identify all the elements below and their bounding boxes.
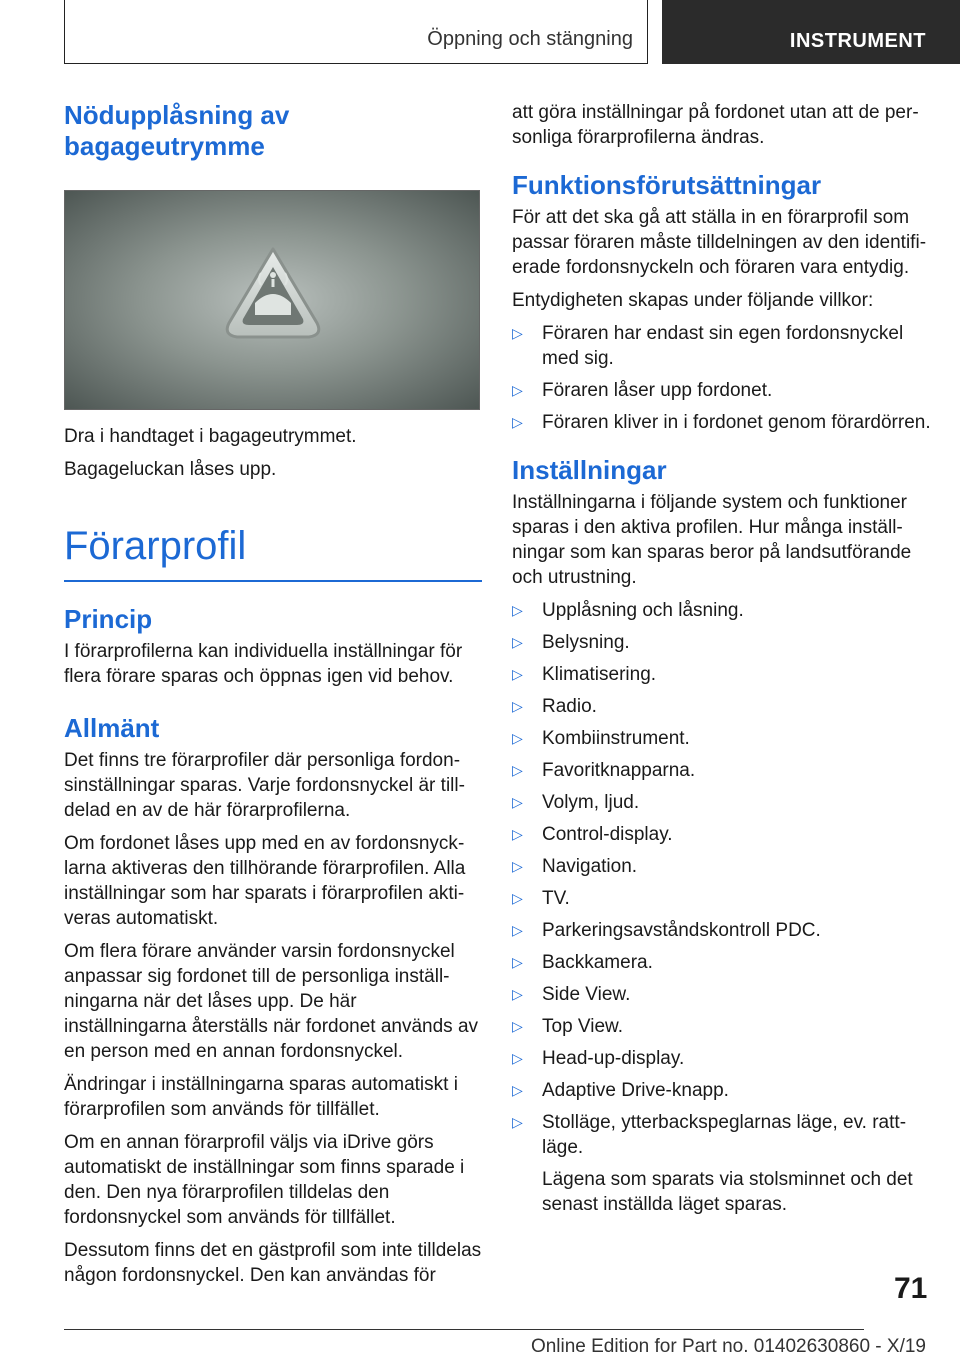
list-item: ▷ Föraren kliver in i fordonet genom förardörren. [512,412,931,433]
triangle-right-icon: ▷ [512,1050,523,1066]
list-item: ▷ Volym, ljud. [512,792,640,813]
header-chapter-tab [662,0,960,64]
header-section-tab [64,0,648,64]
list-item: ▷ Favoritknapparna. [512,760,696,781]
emergency-step-2: Bagageluckan låses upp. [64,459,277,480]
trunk-release-figure [64,190,480,410]
general-paragraph-5: Om en annan förarprofil väljs via iDrive görs automatiskt de inställningar som finns sparade i den. Den nya förarprofilen tilldelas den fordonsnyckel som används för tillfället. [64,1132,465,1228]
general-paragraph-3: Om flera förare använder varsin fordonsnyckel anpassar sig fordonet till de personliga inställningarna när det låses upp. De här inställningarna återställs när fordonet används av en person med en annan fordonsnyckel. [64,941,479,1062]
footer-divider [64,1329,864,1330]
list-item: ▷ Navigation. [512,856,638,877]
triangle-right-icon: ▷ [512,794,523,810]
general-heading: Allmänt [64,713,160,743]
list-item: ▷ Side View. [512,984,631,1005]
list-item: ▷ Klimatisering. [512,664,657,685]
triangle-right-icon: ▷ [512,826,523,842]
triangle-right-icon: ▷ [512,1018,523,1034]
list-item: ▷ Head-up-display. [512,1048,685,1069]
triangle-right-icon: ▷ [512,986,523,1002]
settings-heading: Inställningar [512,455,667,485]
list-item: ▷ Backkamera. [512,952,653,973]
settings-item-note: Lägena som sparats via stolsminnet och det senast inställda läget sparas. [542,1169,913,1215]
left-column [64,100,482,1296]
list-item: ▷ Upplåsning och låsning. [512,600,744,621]
general-paragraph-4: Ändringar i inställningarna sparas automatiskt i förarprofilen som används för tillfället. [64,1074,458,1120]
list-item: ▷ TV. [512,888,570,909]
settings-paragraph: Inställningarna i följande system och funktioner sparas i den aktiva profilen. Hur många inställningar som kan sparas beror på landsutförande och utrustning. [512,492,912,588]
triangle-right-icon: ▷ [512,602,523,618]
requirements-paragraph-2: Entydigheten skapas under följande villkor: [512,290,874,311]
triangle-right-icon: ▷ [512,922,523,938]
header-section-title: Öppning och stängning [427,28,633,50]
list-item: ▷ Belysning. [512,632,630,653]
general-paragraph-6: Dessutom finns det en gästprofil som inte tilldelas någon fordonsnyckel. Den kan användas för [64,1240,482,1286]
right-column [512,100,932,1225]
triangle-right-icon: ▷ [512,1114,523,1130]
triangle-right-icon: ▷ [512,954,523,970]
emergency-release-heading: Nödupplåsning av bagageutrymme [64,100,290,161]
general-paragraph-2: Om fordonet låses upp med en av fordonsnycklarna aktiveras den tillhörande förarprofilen. Alla inställningar som har sparats i förarprofilen aktiveras automatiskt. [64,833,466,929]
list-item: ▷ Föraren har endast sin egen fordonsnyckel med sig. [512,323,904,369]
list-item: ▷ Adaptive Drive-knapp. [512,1080,729,1101]
requirements-list [512,321,932,435]
list-item: ▷ Kombiinstrument. [512,728,690,749]
triangle-right-icon: ▷ [512,890,523,906]
footer-edition: Online Edition for Part no. 01402630860 - X/19 [530,1336,926,1357]
triangle-right-icon: ▷ [512,414,523,430]
triangle-right-icon: ▷ [512,698,523,714]
emergency-step-1: Dra i handtaget i bagageutrymmet. [64,426,357,447]
requirements-heading: Funktionsförutsättningar [512,170,822,200]
list-item: ▷ Radio. [512,696,597,717]
triangle-right-icon: ▷ [512,858,523,874]
header-chapter-title: INSTRUMENT [789,30,926,52]
list-item: ▷ Parkeringsavståndskontroll PDC. [512,920,821,941]
driver-profile-title: Förarprofil [64,522,482,582]
list-item: ▷ Stolläge, ytterbackspeglarnas läge, ev. rattläge. Lägena som sparats via stolsminnet och det senast inställda läget sparas. [512,1110,932,1217]
triangle-right-icon: ▷ [512,325,523,341]
triangle-right-icon: ▷ [512,666,523,682]
principle-paragraph: I förarprofilerna kan individuella inställningar för flera förare sparas och öppnas igen vid behov. [64,641,463,687]
triangle-right-icon: ▷ [512,634,523,650]
page-number: 71 [894,1272,928,1305]
triangle-right-icon: ▷ [512,1082,523,1098]
trunk-release-handle-icon [65,191,481,411]
settings-list [512,598,932,1217]
list-item: ▷ Föraren låser upp fordonet. [512,380,773,401]
general-paragraph-1: Det finns tre förarprofiler där personliga fordonsinställningar sparas. Varje fordonsnyckel är tilldelad en av de här förarprofilerna. [64,750,465,821]
list-item: ▷ Control-display. [512,824,673,845]
continued-paragraph: att göra inställningar på fordonet utan att de personliga förarprofilerna ändras. [512,102,919,148]
requirements-paragraph-1: För att det ska gå att ställa in en förarprofil som passar föraren måste tilldelningen av den identifierade fordonsnyckeln och föraren vara entydig. [512,207,927,278]
list-item: ▷ Top View. [512,1016,623,1037]
principle-heading: Princip [64,604,153,634]
triangle-right-icon: ▷ [512,762,523,778]
triangle-right-icon: ▷ [512,382,523,398]
triangle-right-icon: ▷ [512,730,523,746]
